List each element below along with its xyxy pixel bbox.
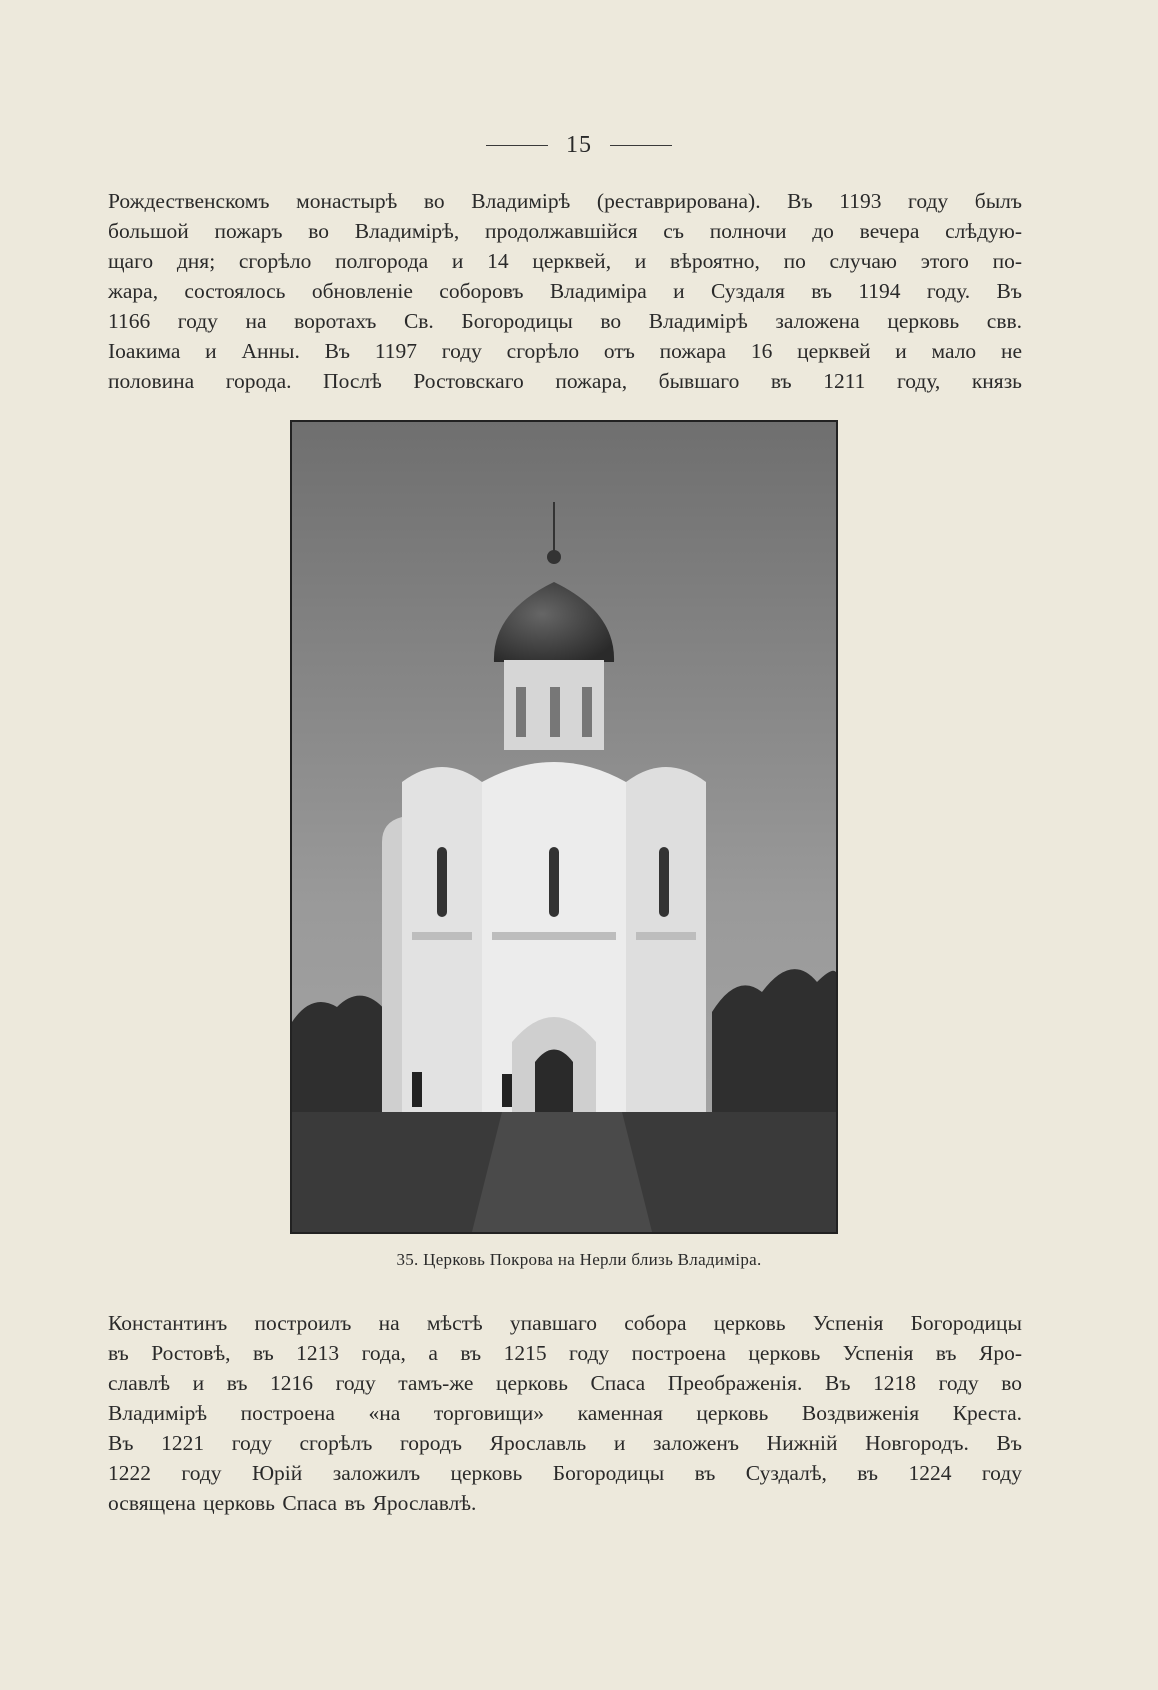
- paragraph-bottom: [108, 1308, 1022, 1518]
- text-line: Іоакима и Анны. Въ 1197 году сгорѣло отъ пожара 16 церквей и мало не: [108, 339, 1022, 363]
- church-illustration: [292, 422, 836, 1232]
- paragraph-top: [108, 186, 1022, 396]
- header-rule-right: [610, 145, 672, 146]
- text-line: Владимірѣ построена «на торговищи» каменная церковь Воздвиженія Креста.: [108, 1401, 1022, 1425]
- text-line: въ Ростовѣ, въ 1213 года, а въ 1215 году построена церковь Успенія въ Яро-: [108, 1341, 1022, 1365]
- text-line: 1166 году на воротахъ Св. Богородицы во Владимірѣ заложена церковь свв.: [108, 309, 1022, 333]
- text-line: Константинъ построилъ на мѣстѣ упавшаго собора церковь Успенія Богородицы: [108, 1311, 1022, 1335]
- figure-caption: 35. Церковь Покрова на Нерли близь Владиміра.: [396, 1250, 762, 1269]
- text-line: освящена церковь Спаса въ Ярославлѣ.: [108, 1491, 477, 1515]
- text-line: половина города. Послѣ Ростовскаго пожара, бывшаго въ 1211 году, князь: [108, 369, 1022, 393]
- page-header: [0, 132, 1158, 159]
- text-line: Рождественскомъ монастырѣ во Владимірѣ (реставрирована). Въ 1193 году былъ: [108, 189, 1022, 213]
- header-rule-left: [486, 145, 548, 146]
- church-photograph: [290, 420, 838, 1234]
- text-line: большой пожаръ во Владимірѣ, продолжавшійся съ полночи до вечера слѣдую-: [108, 219, 1022, 243]
- text-line: Въ 1221 году сгорѣлъ городъ Ярославль и заложенъ Нижній Новгородъ. Въ: [108, 1431, 1022, 1455]
- text-line: щаго дня; сгорѣло полгорода и 14 церквей, и вѣроятно, по случаю этого по-: [108, 249, 1022, 273]
- text-line: славлѣ и въ 1216 году тамъ-же церковь Спаса Преображенія. Въ 1218 году во: [108, 1371, 1022, 1395]
- page-number: 15: [566, 132, 592, 158]
- text-line: жара, состоялось обновленіе соборовъ Владиміра и Суздаля въ 1194 году. Въ: [108, 279, 1022, 303]
- text-line: 1222 году Юрій заложилъ церковь Богородицы въ Суздалѣ, въ 1224 году: [108, 1461, 1022, 1485]
